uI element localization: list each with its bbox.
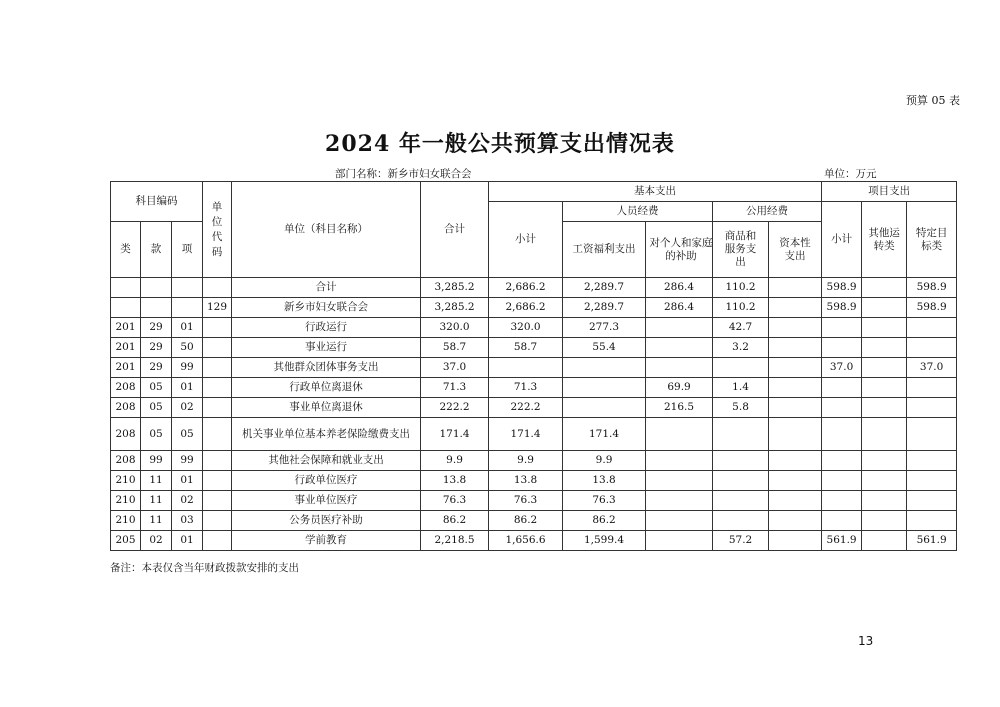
cell-code: 129 — [203, 298, 232, 318]
cell-name: 行政单位离退休 — [232, 378, 421, 398]
footnote: 备注：本表仅含当年财政拨款安排的支出 — [110, 562, 299, 574]
cell-capital — [769, 318, 822, 338]
cell-total: 222.2 — [421, 398, 489, 418]
table-row — [111, 511, 957, 531]
cell-basic-subtotal: 2,686.2 — [489, 298, 563, 318]
cell-code — [203, 398, 232, 418]
cell-goods: 5.8 — [713, 398, 769, 418]
cell-other — [862, 298, 907, 318]
cell-capital — [769, 278, 822, 298]
cell-name: 事业单位离退休 — [232, 398, 421, 418]
cell-xiang: 01 — [172, 471, 203, 491]
cell-salary: 1,599.4 — [563, 531, 646, 551]
header-capital: 资本性支出 — [769, 222, 822, 278]
table-row — [111, 298, 957, 318]
table-row — [111, 338, 957, 358]
cell-total: 76.3 — [421, 491, 489, 511]
cell-special: 598.9 — [907, 298, 957, 318]
cell-lei: 201 — [111, 338, 141, 358]
cell-special — [907, 378, 957, 398]
department-label: 部门名称：新乡市妇女联合会 — [335, 168, 472, 180]
cell-lei: 201 — [111, 358, 141, 378]
header-unit-code: 单位代码 — [203, 182, 232, 278]
cell-xiang: 01 — [172, 378, 203, 398]
cell-code — [203, 338, 232, 358]
cell-basic-subtotal: 222.2 — [489, 398, 563, 418]
cell-xiang: 50 — [172, 338, 203, 358]
header-basic-expense: 基本支出 — [489, 182, 822, 202]
cell-code — [203, 318, 232, 338]
header-xiang: 项 — [172, 222, 203, 278]
cell-goods: 110.2 — [713, 278, 769, 298]
cell-lei: 205 — [111, 531, 141, 551]
header-project-subtotal: 小计 — [822, 202, 862, 278]
cell-code — [203, 358, 232, 378]
cell-total: 37.0 — [421, 358, 489, 378]
cell-subsidy — [646, 531, 713, 551]
cell-special — [907, 471, 957, 491]
cell-xiang: 99 — [172, 451, 203, 471]
cell-kuan: 05 — [141, 398, 172, 418]
cell-xiang: 01 — [172, 531, 203, 551]
cell-lei: 208 — [111, 378, 141, 398]
cell-goods: 1.4 — [713, 378, 769, 398]
cell-name: 其他群众团体事务支出 — [232, 358, 421, 378]
header-special-target: 特定目标类 — [907, 202, 957, 278]
cell-goods — [713, 418, 769, 451]
header-other-transfer: 其他运转类 — [862, 202, 907, 278]
cell-name: 学前教育 — [232, 531, 421, 551]
cell-kuan: 29 — [141, 358, 172, 378]
cell-name: 行政运行 — [232, 318, 421, 338]
cell-xiang: 02 — [172, 398, 203, 418]
cell-proj-subtotal — [822, 418, 862, 451]
cell-subsidy — [646, 511, 713, 531]
header-subject-code: 科目编码 — [111, 182, 203, 222]
cell-kuan — [141, 298, 172, 318]
header-unit-name: 单位（科目名称） — [232, 182, 421, 278]
cell-subsidy — [646, 418, 713, 451]
cell-special — [907, 418, 957, 451]
cell-xiang: 03 — [172, 511, 203, 531]
cell-capital — [769, 378, 822, 398]
cell-capital — [769, 471, 822, 491]
header-salary-welfare: 工资福利支出 — [563, 222, 646, 278]
cell-other — [862, 511, 907, 531]
cell-special — [907, 511, 957, 531]
cell-other — [862, 398, 907, 418]
cell-salary: 13.8 — [563, 471, 646, 491]
cell-lei: 210 — [111, 491, 141, 511]
cell-subsidy: 69.9 — [646, 378, 713, 398]
cell-salary: 76.3 — [563, 491, 646, 511]
cell-basic-subtotal: 9.9 — [489, 451, 563, 471]
cell-other — [862, 278, 907, 298]
cell-lei: 210 — [111, 471, 141, 491]
cell-capital — [769, 398, 822, 418]
header-individual-subsidy: 对个人和家庭的补助 — [646, 222, 713, 278]
cell-kuan: 29 — [141, 338, 172, 358]
cell-proj-subtotal: 598.9 — [822, 298, 862, 318]
table-row — [111, 278, 957, 298]
cell-salary: 9.9 — [563, 451, 646, 471]
cell-total: 171.4 — [421, 418, 489, 451]
cell-kuan: 11 — [141, 471, 172, 491]
cell-capital — [769, 531, 822, 551]
cell-proj-subtotal — [822, 398, 862, 418]
cell-salary — [563, 378, 646, 398]
cell-total: 3,285.2 — [421, 298, 489, 318]
table-row — [111, 418, 957, 451]
cell-kuan: 11 — [141, 511, 172, 531]
cell-capital — [769, 451, 822, 471]
cell-proj-subtotal — [822, 451, 862, 471]
cell-special — [907, 318, 957, 338]
table-code: 预算 05 表 — [906, 94, 960, 107]
cell-kuan — [141, 278, 172, 298]
table-row — [111, 358, 957, 378]
cell-other — [862, 471, 907, 491]
cell-proj-subtotal — [822, 511, 862, 531]
cell-basic-subtotal: 1,656.6 — [489, 531, 563, 551]
cell-capital — [769, 358, 822, 378]
cell-total: 71.3 — [421, 378, 489, 398]
cell-special — [907, 338, 957, 358]
cell-other — [862, 491, 907, 511]
cell-name: 行政单位医疗 — [232, 471, 421, 491]
cell-proj-subtotal: 561.9 — [822, 531, 862, 551]
cell-other — [862, 358, 907, 378]
cell-kuan: 29 — [141, 318, 172, 338]
cell-total: 9.9 — [421, 451, 489, 471]
cell-goods — [713, 358, 769, 378]
header-kuan: 款 — [141, 222, 172, 278]
cell-other — [862, 451, 907, 471]
cell-code — [203, 378, 232, 398]
cell-total: 3,285.2 — [421, 278, 489, 298]
cell-xiang — [172, 298, 203, 318]
cell-subsidy: 286.4 — [646, 278, 713, 298]
cell-salary: 55.4 — [563, 338, 646, 358]
cell-goods: 3.2 — [713, 338, 769, 358]
cell-salary: 277.3 — [563, 318, 646, 338]
cell-lei — [111, 278, 141, 298]
cell-total: 58.7 — [421, 338, 489, 358]
cell-goods — [713, 451, 769, 471]
cell-goods — [713, 471, 769, 491]
cell-salary: 171.4 — [563, 418, 646, 451]
cell-xiang: 01 — [172, 318, 203, 338]
cell-name: 事业运行 — [232, 338, 421, 358]
cell-salary — [563, 358, 646, 378]
cell-goods: 57.2 — [713, 531, 769, 551]
table-row — [111, 318, 957, 338]
cell-special — [907, 491, 957, 511]
budget-table — [110, 181, 957, 551]
cell-salary — [563, 398, 646, 418]
cell-salary: 2,289.7 — [563, 278, 646, 298]
table-row — [111, 471, 957, 491]
cell-total: 86.2 — [421, 511, 489, 531]
cell-name: 公务员医疗补助 — [232, 511, 421, 531]
cell-xiang: 02 — [172, 491, 203, 511]
cell-proj-subtotal — [822, 318, 862, 338]
cell-proj-subtotal — [822, 491, 862, 511]
cell-special — [907, 398, 957, 418]
cell-capital — [769, 338, 822, 358]
cell-lei: 208 — [111, 398, 141, 418]
cell-kuan: 05 — [141, 378, 172, 398]
cell-other — [862, 418, 907, 451]
table-row — [111, 531, 957, 551]
cell-subsidy: 216.5 — [646, 398, 713, 418]
cell-code — [203, 471, 232, 491]
cell-name: 事业单位医疗 — [232, 491, 421, 511]
cell-xiang: 05 — [172, 418, 203, 451]
cell-proj-subtotal — [822, 338, 862, 358]
cell-other — [862, 531, 907, 551]
table-row — [111, 398, 957, 418]
cell-code — [203, 531, 232, 551]
cell-total: 2,218.5 — [421, 531, 489, 551]
cell-proj-subtotal — [822, 471, 862, 491]
cell-capital — [769, 298, 822, 318]
header-total: 合计 — [421, 182, 489, 278]
header-lei: 类 — [111, 222, 141, 278]
cell-total: 320.0 — [421, 318, 489, 338]
cell-name: 机关事业单位基本养老保险缴费支出 — [232, 418, 421, 451]
page-title: 2024 年一般公共预算支出情况表 — [325, 131, 675, 157]
table-row — [111, 378, 957, 398]
cell-capital — [769, 491, 822, 511]
cell-subsidy — [646, 471, 713, 491]
cell-kuan: 05 — [141, 418, 172, 451]
cell-special: 561.9 — [907, 531, 957, 551]
cell-salary: 86.2 — [563, 511, 646, 531]
cell-subsidy — [646, 358, 713, 378]
page-number: 13 — [858, 634, 874, 648]
cell-special: 37.0 — [907, 358, 957, 378]
cell-code — [203, 451, 232, 471]
cell-goods — [713, 491, 769, 511]
cell-other — [862, 318, 907, 338]
unit-label: 单位：万元 — [824, 168, 877, 180]
cell-kuan: 02 — [141, 531, 172, 551]
cell-special — [907, 451, 957, 471]
cell-total: 13.8 — [421, 471, 489, 491]
header-project-expense: 项目支出 — [822, 182, 957, 202]
cell-lei: 201 — [111, 318, 141, 338]
cell-name: 新乡市妇女联合会 — [232, 298, 421, 318]
cell-xiang — [172, 278, 203, 298]
cell-subsidy — [646, 318, 713, 338]
header-public-funds: 公用经费 — [713, 202, 822, 222]
cell-xiang: 99 — [172, 358, 203, 378]
cell-code — [203, 511, 232, 531]
cell-proj-subtotal: 37.0 — [822, 358, 862, 378]
cell-code — [203, 418, 232, 451]
header-personnel: 人员经费 — [563, 202, 713, 222]
cell-goods: 42.7 — [713, 318, 769, 338]
cell-basic-subtotal: 13.8 — [489, 471, 563, 491]
cell-special: 598.9 — [907, 278, 957, 298]
cell-proj-subtotal — [822, 378, 862, 398]
header-basic-subtotal: 小计 — [489, 202, 563, 278]
header-goods-services: 商品和服务支出 — [713, 222, 769, 278]
cell-basic-subtotal: 86.2 — [489, 511, 563, 531]
cell-lei: 208 — [111, 418, 141, 451]
cell-other — [862, 378, 907, 398]
cell-code — [203, 491, 232, 511]
cell-basic-subtotal: 320.0 — [489, 318, 563, 338]
cell-kuan: 11 — [141, 491, 172, 511]
cell-goods: 110.2 — [713, 298, 769, 318]
table-row — [111, 451, 957, 471]
cell-basic-subtotal: 2,686.2 — [489, 278, 563, 298]
cell-lei: 210 — [111, 511, 141, 531]
table-row — [111, 491, 957, 511]
cell-goods — [713, 511, 769, 531]
cell-name: 合计 — [232, 278, 421, 298]
cell-basic-subtotal: 71.3 — [489, 378, 563, 398]
cell-capital — [769, 511, 822, 531]
cell-name: 其他社会保障和就业支出 — [232, 451, 421, 471]
cell-basic-subtotal: 76.3 — [489, 491, 563, 511]
cell-lei: 208 — [111, 451, 141, 471]
cell-code — [203, 278, 232, 298]
cell-salary: 2,289.7 — [563, 298, 646, 318]
cell-lei — [111, 298, 141, 318]
cell-other — [862, 338, 907, 358]
cell-basic-subtotal: 171.4 — [489, 418, 563, 451]
cell-subsidy — [646, 451, 713, 471]
cell-subsidy — [646, 491, 713, 511]
cell-basic-subtotal: 58.7 — [489, 338, 563, 358]
cell-subsidy — [646, 338, 713, 358]
cell-proj-subtotal: 598.9 — [822, 278, 862, 298]
cell-subsidy: 286.4 — [646, 298, 713, 318]
cell-basic-subtotal — [489, 358, 563, 378]
cell-kuan: 99 — [141, 451, 172, 471]
cell-capital — [769, 418, 822, 451]
